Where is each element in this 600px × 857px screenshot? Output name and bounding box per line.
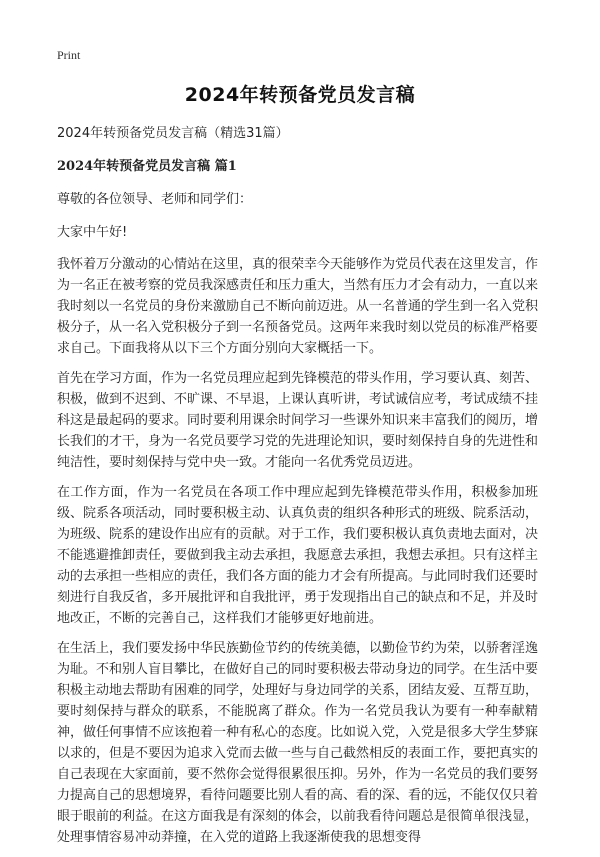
paragraph-3: 在工作方面，作为一名党员在各项工作中理应起到先锋模范带头作用，积极参加班级、院系各项活动，同时要积极主动、认真负责的组织各种形式的班级、院系活动，为班级、院系的建设作出应有的贡献。对于工作，我们要积极认真负责地去面对，决不能逃避推卸责任，要做到我主动去承担，我愿意去承担，我想去承担。只有这样主动的去承担一些相应的责任，我们各方面的能力才会有所提高。与此同时我们还要时刻进行自我反省，多开展批评和自我批评，勇于发现指出自己的缺点和不足，并及时地改正，不断的完善自己，这样我们才能够更好地前进。 (57, 485, 539, 626)
paragraph-4: 在生活上，我们要发扬中华民族勤俭节约的传统美德，以勤俭节约为荣，以骄奢淫逸为耻。不和别人盲目攀比，在做好自己的同时要积极去带动身边的同学。在生活中要积极主动地去帮助有困难的同学，处理好与身边同学的关系，团结友爱、互帮互助，要时刻保持与群众的联系，不能脱离了群众。作为一名党员我认为要有一种奉献精神，做任何事情不应该抱着一种有私心的态度。比如说入党，入党是很多大学生梦寐以求的，但是不要因为追求入党而去做一些与自己截然相反的表面工作，要把真实的自己表现在大家面前，要不然你会觉得很累很压抑。另外，作为一名党员的我们要努力提高自己的思想境界，看待问题要比别人看的高、看的深、看的远，不能仅仅只着眼于眼前的利益。在这方面我是有深刻的体会，以前我看待问题总是很简单很浅显，处理事情容易冲动莽撞，在入党的道路上我逐渐使我的思想变得 (57, 641, 539, 845)
salutation: 尊敬的各位领导、老师和同学们： (57, 192, 253, 207)
page-title: 2024年转预备党员发言稿 (184, 84, 416, 106)
print-link[interactable]: Print (57, 48, 81, 62)
document-subtitle: 2024年转预备党员发言稿（精选31篇） (57, 126, 289, 141)
section-heading: 2024年转预备党员发言稿 篇1 (57, 159, 237, 174)
greeting: 大家中午好! (57, 225, 128, 240)
paragraph-2: 首先在学习方面，作为一名党员理应起到先锋模范的带头作用，学习要认真、刻苦、积极，做到不迟到、不旷课、不早退，上课认真听讲，考试诚信应考，考试成绩不挂科这是最起码的要求。同时要利用课余时间学习一些课外知识来丰富我们的阅历，增长我们的才干，身为一名党员要学习党的先进理论知识，要时刻保持自身的先进性和纯洁性，要时刻保持与党中央一致。才能向一名优秀党员迈进。 (57, 371, 539, 470)
paragraph-1: 我怀着万分激动的心情站在这里，真的很荣幸今天能够作为党员代表在这里发言，作为一名正在被考察的党员我深感责任和压力重大，当然有压力才会有动力，一直以来我时刻以一名党员的身份来激励自己不断向前迈进。从一名普通的学生到一名入党积极分子，从一名入党积极分子到一名预备党员。这两年来我时刻以党员的标准严格要求自己。下面我将从以下三个方面分别向大家概括一下。 (57, 257, 539, 356)
document-content (57, 122, 538, 857)
